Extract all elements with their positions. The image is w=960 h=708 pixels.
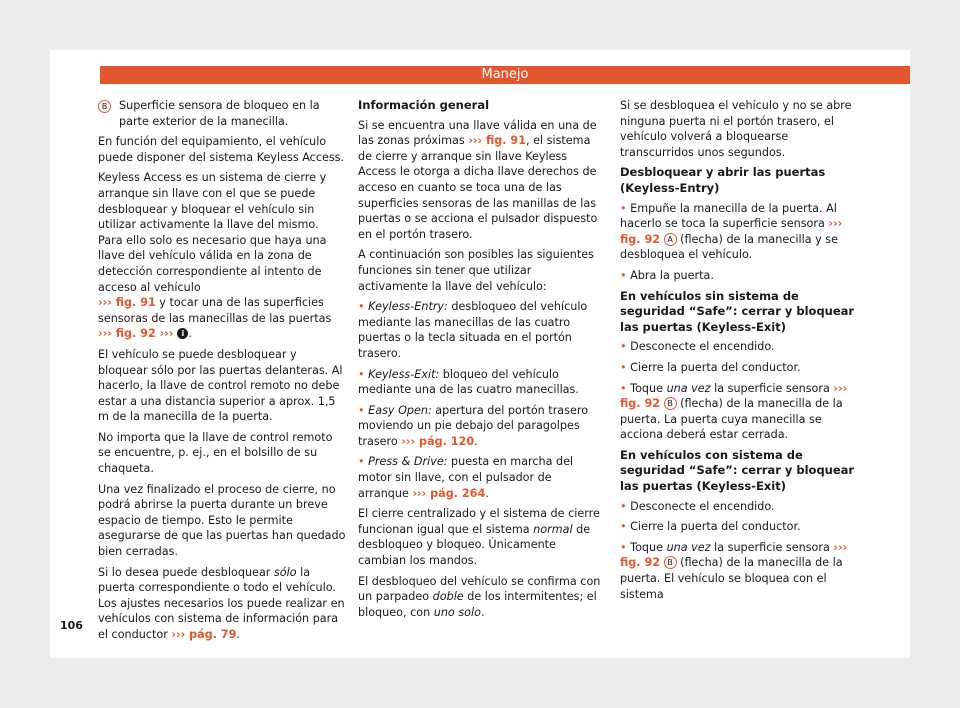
label-b-badge: B: [664, 397, 677, 410]
text: apertura del portón trasero moviendo un pie debajo del paragolpes trasero: [358, 403, 589, 448]
text: .: [485, 486, 489, 500]
text: y tocar una de las superficies sensoras de las manecillas de las puertas: [98, 296, 332, 325]
text: Si lo desea puede desbloquear: [98, 565, 274, 579]
bullet-item: [358, 299, 601, 361]
figure-link[interactable]: ››› fig. 91: [98, 296, 156, 310]
paragraph: Keyless Access es un sistema de cierre y arranque sin llave con el que se puede desbloquear y bloquear el vehículo sin utilizar activamente la llave del mismo. Para ello solo es necesario que haya una llave del vehículo válida en la zona de detección correspondiente al intento de acceso al vehículo ››› fig. 91 y tocar una de las superficies sensoras de las manecillas de las puertas ››› fig. 92 ››› i .: [98, 171, 332, 341]
page-link[interactable]: ››› pág. 264: [412, 486, 486, 500]
label-b-badge: B: [664, 556, 677, 569]
bullet-item: [620, 381, 863, 443]
emphasis: Keyless-Exit:: [368, 367, 440, 381]
bullet-item: • Abra la puerta.: [620, 268, 863, 284]
bullet-item: [620, 201, 863, 263]
section-header: Manejo: [100, 66, 910, 84]
figure-link[interactable]: ››› fig. 92: [620, 217, 843, 246]
text: Keyless Access es un sistema de cierre y arranque sin llave con el que se puede desbloquear y bloquear el vehículo sin utilizar activamente la llave del mismo. Para ello solo es necesario que haya una llave del vehículo válida en la zona de detección correspondiente al intento de acceso al vehículo: [98, 171, 327, 294]
text: la superficie sensora: [710, 540, 834, 554]
text: de los intermitentes; el bloqueo, con: [358, 590, 597, 619]
text: .: [480, 605, 485, 619]
emphasis: normal: [533, 522, 573, 536]
figure-link[interactable]: ››› fig. 91: [468, 134, 526, 148]
label-b-badge: B: [98, 100, 111, 113]
column-3: [620, 98, 863, 607]
bullet-item: [620, 540, 863, 602]
page-number: 106: [60, 619, 83, 632]
page: [50, 50, 910, 658]
text: Toque: [630, 381, 667, 395]
column-1: [98, 98, 346, 648]
bullet-item: • Cierre la puerta del conductor.: [620, 360, 863, 376]
text: puesta en marcha del motor sin llave, con el pulsador de arranque: [358, 455, 574, 500]
text: (flecha) de la manecilla y se desbloquea el vehículo.: [620, 232, 839, 262]
bullet-item: [358, 403, 601, 450]
text: .: [236, 628, 240, 641]
emphasis: uno solo: [433, 605, 481, 619]
bullet-item: [358, 454, 601, 501]
paragraph: En función del equipamiento, el vehículo puede disponer del sistema Keyless Access.: [98, 135, 345, 164]
paragraph: A continuación son posibles las siguientes funciones sin tener que utilizar activamente la llave del vehículo:: [358, 248, 594, 293]
text: El cierre centralizado y el sistema de cierre funcionan igual que el sistema: [358, 507, 600, 536]
paragraph: [358, 574, 601, 621]
paragraph: Si se desbloquea el vehículo y no se abre ninguna puerta ni el portón trasero, el vehículo volverá a bloquearse transcurridos unos segundos.: [620, 99, 852, 159]
bullet-item: [358, 367, 601, 398]
text: El desbloqueo del vehículo se confirma con un parpadeo: [358, 574, 601, 604]
paragraph: No importa que la llave de control remoto se encuentre, p. ej., en el bolsillo de su chaqueta.: [98, 430, 333, 476]
heading: Información general: [358, 98, 490, 112]
text: , el sistema de cierre y arranque sin llave Keyless Access le otorga a dicha llave derechos de acceso en cuanto se toca una de las superficies sensoras de las manillas de las puertas o se acciona el pulsador dispuesto en el portón trasero.: [358, 134, 598, 241]
text: de desbloqueo y bloqueo. Únicamente cambian los mandos.: [358, 522, 591, 568]
text: (flecha) de la manecilla de la puerta. El vehículo se bloquea con el sistema: [620, 556, 843, 601]
text: desbloqueo del vehículo mediante las manecillas de las cuatro puertas o la tecla situada en el portón trasero.: [358, 300, 588, 360]
figure-link[interactable]: ››› fig. 92: [98, 327, 156, 341]
figure-link[interactable]: ››› fig. 92: [620, 540, 848, 570]
emphasis: una vez: [666, 381, 711, 395]
warning-info-icon: i: [177, 328, 188, 339]
legend-item-b: [98, 98, 346, 129]
text: .: [474, 434, 478, 448]
heading: En vehículos con sistema de seguridad “Safe”: cerrar y bloquear las puertas (Keyless-Exit): [620, 447, 855, 494]
text: Empuñe la manecilla de la puerta. Al hacerlo se toca la superficie sensora: [620, 201, 837, 231]
paragraph: Una vez finalizado el proceso de cierre, no podrá abrirse la puerta durante un breve espacio de tiempo. Esto le permite asegurarse de que las puertas han quedado bien cerradas.: [98, 482, 346, 559]
text: la puerta correspondiente o todo el vehículo. Los ajustes necesarios los puede realizar en vehículos con sistema de información para el conductor: [98, 565, 345, 641]
bullet-item: • Desconecte el encendido.: [620, 499, 863, 515]
paragraph: [358, 118, 601, 243]
paragraph: El vehículo se puede desbloquear y bloquear sólo por las puertas delanteras. Al hacerlo, la llave de control remoto no debe estar a una distancia superior a aprox. 1,5 m de la manecilla de la puerta.: [98, 347, 343, 424]
bullet-item: • Desconecte el encendido.: [620, 339, 863, 355]
text: bloqueo del vehículo mediante una de las cuatro manecillas.: [358, 367, 579, 397]
warning-link[interactable]: ›››: [155, 327, 178, 341]
heading: Desbloquear y abrir las puertas (Keyless-Entry): [620, 165, 826, 195]
legend-text: Superficie sensora de bloqueo en la parte exterior de la manecilla.: [119, 99, 320, 128]
paragraph: [358, 506, 601, 568]
page-link[interactable]: ››› pág. 79: [171, 628, 237, 641]
text: Toque: [630, 540, 667, 554]
text: la superficie sensora: [710, 381, 834, 395]
text: Si se encuentra una llave válida en una de las zonas próximas: [358, 118, 597, 148]
emphasis: sólo: [273, 565, 297, 579]
paragraph: [98, 565, 346, 643]
emphasis: Keyless-Entry:: [368, 300, 448, 314]
emphasis: una vez: [666, 540, 711, 554]
column-2: [358, 98, 601, 625]
emphasis: Easy Open:: [368, 403, 432, 417]
heading: En vehículos sin sistema de seguridad “Safe”: cerrar y bloquear las puertas (Keyless-Exit): [620, 288, 855, 334]
emphasis: doble: [432, 590, 464, 604]
label-a-badge: A: [664, 233, 677, 246]
emphasis: Press & Drive:: [368, 455, 448, 469]
figure-link[interactable]: ››› fig. 92: [620, 381, 848, 411]
text: (flecha) de la manecilla de la puerta. La puerta cuya manecilla se acciona deberá estar cerrada.: [620, 397, 843, 442]
bullet-item: • Cierre la puerta del conductor.: [620, 519, 863, 535]
page-link[interactable]: ››› pág. 120: [401, 434, 475, 448]
